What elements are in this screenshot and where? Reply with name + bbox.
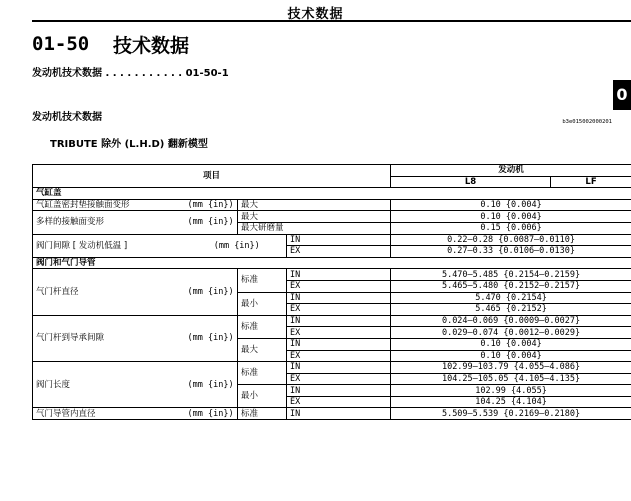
unit-label: (mm {in}) (185, 408, 238, 420)
section-heading: 发动机技术数据 (32, 112, 102, 123)
header-rule (32, 20, 631, 22)
condition-label: 标准 (238, 315, 287, 338)
table-row (33, 315, 631, 327)
condition-label: 最大 (238, 199, 391, 211)
item-valve-guide-inner-diameter: 气门导管内直径 (33, 408, 185, 420)
valve-side-label: EX (287, 396, 391, 408)
engine-spec-table (32, 164, 631, 420)
table-row (33, 211, 631, 223)
table-row (33, 408, 631, 420)
spec-value: 0.10 {0.004} (391, 199, 631, 211)
table-row (33, 362, 631, 374)
valve-side-label: EX (287, 280, 391, 292)
category-row (33, 257, 631, 269)
valve-side-label: IN (287, 292, 391, 304)
header-item: 项目 (33, 165, 391, 188)
category-cylinder-head: 气缸盖 (33, 188, 631, 200)
table-header-row (33, 165, 631, 177)
category-valves-guides: 阀门和气门导管 (33, 257, 631, 269)
valve-side-label: EX (287, 246, 391, 258)
valve-side-label: IN (287, 385, 391, 397)
valve-side-label: IN (287, 234, 391, 246)
header-l8: L8 (391, 176, 551, 188)
header-lf: LF (551, 176, 631, 188)
item-valve-clearance: 阀门间隙 [ 发动机低温 ] (33, 234, 185, 257)
toc-entry-link[interactable]: 发动机技术数据 . . . . . . . . . . . 01-50-1 (32, 68, 229, 79)
chapter-title: 技术数据 (113, 35, 190, 57)
condition-label: 最大 (238, 338, 287, 361)
spec-value: 102.99—103.79 {4.055—4.086} (391, 362, 631, 374)
unit-label: (mm {in}) (185, 362, 238, 408)
spec-value: 5.470—5.485 {0.2154—0.2159} (391, 269, 631, 281)
spec-value: 0.029—0.074 {0.0012—0.0029} (391, 327, 631, 339)
condition-label: 最小 (238, 292, 287, 315)
condition-label: 最大 (238, 211, 391, 223)
spec-value: 0.024—0.069 {0.0009—0.0027} (391, 315, 631, 327)
spec-value: 0.15 {0.006} (391, 222, 631, 234)
valve-side-label: EX (287, 350, 391, 362)
valve-side-label: EX (287, 304, 391, 316)
header-engine: 发动机 (391, 165, 631, 177)
item-stem-to-guide-clearance: 气门杆到导承间隙 (33, 315, 185, 361)
table-row (33, 234, 631, 246)
unit-label: (mm {in}) (185, 234, 287, 257)
spec-value: 0.22—0.28 {0.0087—0.0110} (391, 234, 631, 246)
valve-side-label: IN (287, 338, 391, 350)
valve-side-label: IN (287, 362, 391, 374)
spec-value: 5.470 {0.2154} (391, 292, 631, 304)
table-row (33, 269, 631, 281)
valve-side-label: EX (287, 373, 391, 385)
item-gasket-distortion: 气缸盖密封垫接触面变形 (33, 199, 185, 211)
unit-label: (mm {in}) (185, 211, 238, 234)
unit-label: (mm {in}) (185, 199, 238, 211)
unit-label: (mm {in}) (185, 269, 238, 315)
spec-value: 5.465—5.480 {0.2152—0.2157} (391, 280, 631, 292)
category-row (33, 188, 631, 200)
table-row (33, 199, 631, 211)
item-valve-length: 阀门长度 (33, 362, 185, 408)
spec-value: 5.509—5.539 {0.2169—0.2180} (391, 408, 631, 420)
valve-side-label: IN (287, 408, 391, 420)
condition-label: 最小 (238, 385, 287, 408)
spec-value: 0.27—0.33 {0.0106—0.0130} (391, 246, 631, 258)
document-code: b3e015002000201 (562, 119, 612, 125)
condition-label: 最大研磨量 (238, 222, 391, 234)
condition-label: 标准 (238, 408, 287, 420)
spec-value: 104.25—105.05 {4.105—4.135} (391, 373, 631, 385)
chapter-side-tab: 0 (613, 80, 631, 110)
spec-value: 104.25 {4.104} (391, 396, 631, 408)
spec-value: 5.465 {0.2152} (391, 304, 631, 316)
valve-side-label: IN (287, 269, 391, 281)
unit-label: (mm {in}) (185, 315, 238, 361)
spec-value: 0.10 {0.004} (391, 350, 631, 362)
page-header-title: 技术数据 (287, 7, 344, 22)
item-manifold-distortion: 多样的接触面变形 (33, 211, 185, 234)
valve-side-label: IN (287, 315, 391, 327)
chapter-code: 01-50 (32, 33, 90, 55)
condition-label: 标准 (238, 362, 287, 385)
valve-side-label: EX (287, 327, 391, 339)
spec-value: 0.10 {0.004} (391, 211, 631, 223)
spec-value: 0.10 {0.004} (391, 338, 631, 350)
condition-label: 标准 (238, 269, 287, 292)
model-note: TRIBUTE 除外 (L.H.D) 翻新模型 (50, 139, 208, 150)
item-valve-stem-diameter: 气门杆直径 (33, 269, 185, 315)
spec-value: 102.99 {4.055} (391, 385, 631, 397)
